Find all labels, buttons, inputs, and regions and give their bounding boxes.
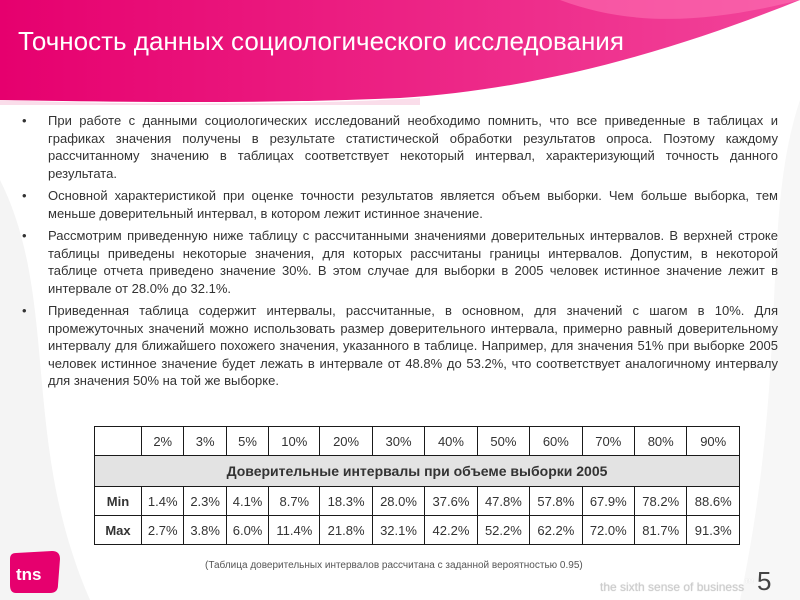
table-cell: 37.6%	[425, 487, 477, 516]
table-cell: 47.8%	[477, 487, 529, 516]
table-cell: 8.7%	[269, 487, 320, 516]
bullet-list	[22, 112, 778, 395]
header-cell: 5%	[226, 427, 268, 456]
title-banner	[0, 0, 800, 105]
trademark-mark: ™	[744, 578, 755, 589]
logo-text: tns	[16, 565, 42, 584]
header-cell: 20%	[320, 427, 372, 456]
bullet-item-4: • Приведенная таблица содержит интервалы, рассчитанные, в основном, для значений с шагом в 10%. Для промежуточных значений можно использовать размер доверительного интервала, примерно равный доверительному интервалу для ближайшего похожего значения, указанного в таблице. Например, для значения 51% при выборке 2005 человек истинное значение будет лежать в интервале от 48.8% до 53.2%, что соответствует аналогичному интервалу для значения 50% на той же выборке.	[22, 302, 778, 390]
table-cell: 3.8%	[184, 516, 226, 545]
page-number: 5	[757, 566, 772, 596]
row-label-max: Max	[95, 516, 142, 545]
table-cell: 32.1%	[372, 516, 424, 545]
table-cell: 67.9%	[582, 487, 634, 516]
table-cell: 21.8%	[320, 516, 372, 545]
header-cell: 30%	[372, 427, 424, 456]
row-label-min: Min	[95, 487, 142, 516]
header-cell: 2%	[142, 427, 184, 456]
table-cell: 81.7%	[634, 516, 686, 545]
tagline	[600, 578, 754, 594]
table-cell: 72.0%	[582, 516, 634, 545]
table-cell: 2.3%	[184, 487, 226, 516]
table-cell: 18.3%	[320, 487, 372, 516]
table-row-max	[95, 516, 740, 545]
table-caption: (Таблица доверительных интервалов рассчитана с заданной вероятностью 0.95)	[205, 560, 583, 571]
table-cell: 6.0%	[226, 516, 268, 545]
table-cell: 4.1%	[226, 487, 268, 516]
table-cell: 11.4%	[269, 516, 320, 545]
header-cell: 3%	[184, 427, 226, 456]
table-cell: 28.0%	[372, 487, 424, 516]
header-cell: 40%	[425, 427, 477, 456]
table-cell: 91.3%	[687, 516, 740, 545]
tagline-text: the sixth sense of business	[600, 580, 745, 594]
bullet-item-2: • Основной характеристикой при оценке точности результатов является объем выборки. Чем больше выборка, тем меньше доверительный интервал, в котором лежит истинное значение.	[22, 187, 778, 222]
confidence-interval-table	[94, 426, 740, 545]
bullet-item-3: • Рассмотрим приведенную ниже таблицу с рассчитанными значениями доверительных интервалов. В верхней строке таблицы приведены некоторые значения, для которых рассчитаны границы интервалов. Допустим, в некоторой таблице отчета приведено значение 30%. В этом случае для выборки в 2005 человек истинное значение лежит в интервале от 28.0% до 32.1%.	[22, 227, 778, 297]
table-cell: 1.4%	[142, 487, 184, 516]
header-cell: 80%	[634, 427, 686, 456]
header-cell: 50%	[477, 427, 529, 456]
table-title-row	[95, 456, 740, 487]
table-header-row	[95, 427, 740, 456]
header-cell: 70%	[582, 427, 634, 456]
table-cell: 78.2%	[634, 487, 686, 516]
table-corner-cell	[95, 427, 142, 456]
table-cell: 57.8%	[530, 487, 582, 516]
table-cell: 42.2%	[425, 516, 477, 545]
header-cell: 10%	[269, 427, 320, 456]
table-cell: 88.6%	[687, 487, 740, 516]
header-cell: 60%	[530, 427, 582, 456]
bullet-item-1: • При работе с данными социологических исследований необходимо помнить, что все приведенные в таблицах и графиках значения получены в результате статистической обработки результатов опроса. Поэтому каждому рассчитанному значению в таблицах соответствует некоторый интервал, характеризующий точность данного результата.	[22, 112, 778, 182]
table-cell: 62.2%	[530, 516, 582, 545]
page-title: Точность данных социологического исследования	[18, 26, 624, 56]
tns-logo	[6, 549, 64, 595]
table-cell: 2.7%	[142, 516, 184, 545]
table-cell: 52.2%	[477, 516, 529, 545]
table-title-cell: Доверительные интервалы при объеме выборки 2005	[95, 456, 740, 487]
header-cell: 90%	[687, 427, 740, 456]
table-row-min	[95, 487, 740, 516]
